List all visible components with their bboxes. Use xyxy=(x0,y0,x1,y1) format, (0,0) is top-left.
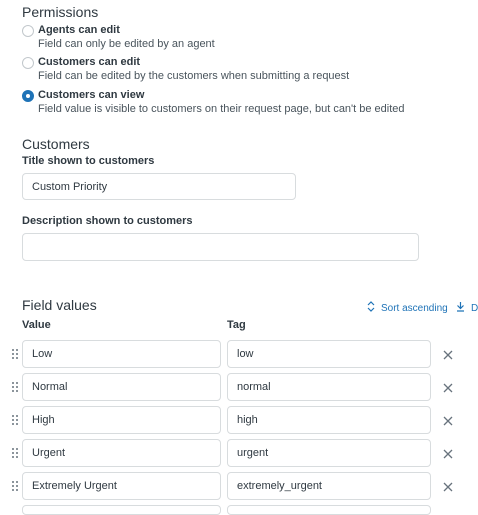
permissions-heading: Permissions xyxy=(22,4,99,20)
table-row xyxy=(0,340,474,368)
download-button[interactable] xyxy=(456,301,478,315)
remove-row-icon[interactable] xyxy=(442,447,454,459)
table-row xyxy=(0,439,474,467)
value-input-partial[interactable] xyxy=(22,505,221,515)
value-text: Normal xyxy=(32,381,68,393)
value-input[interactable] xyxy=(22,439,221,467)
radio-agents-can-edit[interactable] xyxy=(22,24,462,52)
value-text: Extremely Urgent xyxy=(32,480,117,492)
table-row xyxy=(0,472,474,500)
sort-ascending-button[interactable] xyxy=(367,301,448,315)
field-values-heading: Field values xyxy=(22,297,97,313)
title-input[interactable] xyxy=(22,173,296,200)
radio-label: Agents can edit xyxy=(38,24,120,36)
radio-button[interactable] xyxy=(22,25,34,37)
drag-handle-icon[interactable] xyxy=(11,348,19,360)
sort-ascending-label: Sort ascending xyxy=(381,302,448,314)
download-icon xyxy=(456,301,465,315)
tag-input[interactable] xyxy=(227,472,431,500)
tag-text: extremely_urgent xyxy=(237,480,322,492)
tag-column-header: Tag xyxy=(227,319,246,331)
radio-label: Customers can view xyxy=(38,89,145,101)
tag-text: urgent xyxy=(237,447,269,459)
title-input-value: Custom Priority xyxy=(32,180,108,193)
tag-text: normal xyxy=(237,381,271,393)
tag-text: high xyxy=(237,414,258,426)
value-text: Low xyxy=(32,348,53,360)
title-label: Title shown to customers xyxy=(22,155,155,167)
value-input[interactable] xyxy=(22,406,221,434)
radio-button-selected[interactable] xyxy=(22,90,34,102)
remove-row-icon[interactable] xyxy=(442,348,454,360)
table-row xyxy=(0,373,474,401)
drag-handle-icon[interactable] xyxy=(11,414,19,426)
remove-row-icon[interactable] xyxy=(442,414,454,426)
value-column-header: Value xyxy=(22,319,51,331)
tag-input[interactable] xyxy=(227,439,431,467)
description-label: Description shown to customers xyxy=(22,215,193,227)
drag-handle-icon[interactable] xyxy=(11,480,19,492)
tag-text: low xyxy=(237,348,254,360)
radio-label: Customers can edit xyxy=(38,56,141,68)
radio-customers-can-view[interactable] xyxy=(22,89,462,117)
radio-customers-can-edit[interactable] xyxy=(22,56,462,84)
value-text: Urgent xyxy=(32,447,66,459)
tag-input[interactable] xyxy=(227,340,431,368)
description-input[interactable] xyxy=(22,233,419,261)
drag-handle-icon[interactable] xyxy=(11,447,19,459)
radio-hint: Field can only be edited by an agent xyxy=(38,38,215,50)
remove-row-icon[interactable] xyxy=(442,381,454,393)
tag-input[interactable] xyxy=(227,406,431,434)
sort-arrows-icon xyxy=(367,301,375,315)
value-input[interactable] xyxy=(22,340,221,368)
tag-input-partial[interactable] xyxy=(227,505,431,515)
radio-hint: Field can be edited by the customers when submitting a request xyxy=(38,70,350,82)
value-input[interactable] xyxy=(22,472,221,500)
tag-input[interactable] xyxy=(227,373,431,401)
remove-row-icon[interactable] xyxy=(442,480,454,492)
value-input[interactable] xyxy=(22,373,221,401)
customers-heading: Customers xyxy=(22,136,90,152)
drag-handle-icon[interactable] xyxy=(11,381,19,393)
radio-hint: Field value is visible to customers on their request page, but can't be edited xyxy=(38,103,405,115)
radio-button[interactable] xyxy=(22,57,34,69)
download-label: D xyxy=(471,302,478,314)
table-row xyxy=(0,406,474,434)
value-text: High xyxy=(32,414,55,426)
